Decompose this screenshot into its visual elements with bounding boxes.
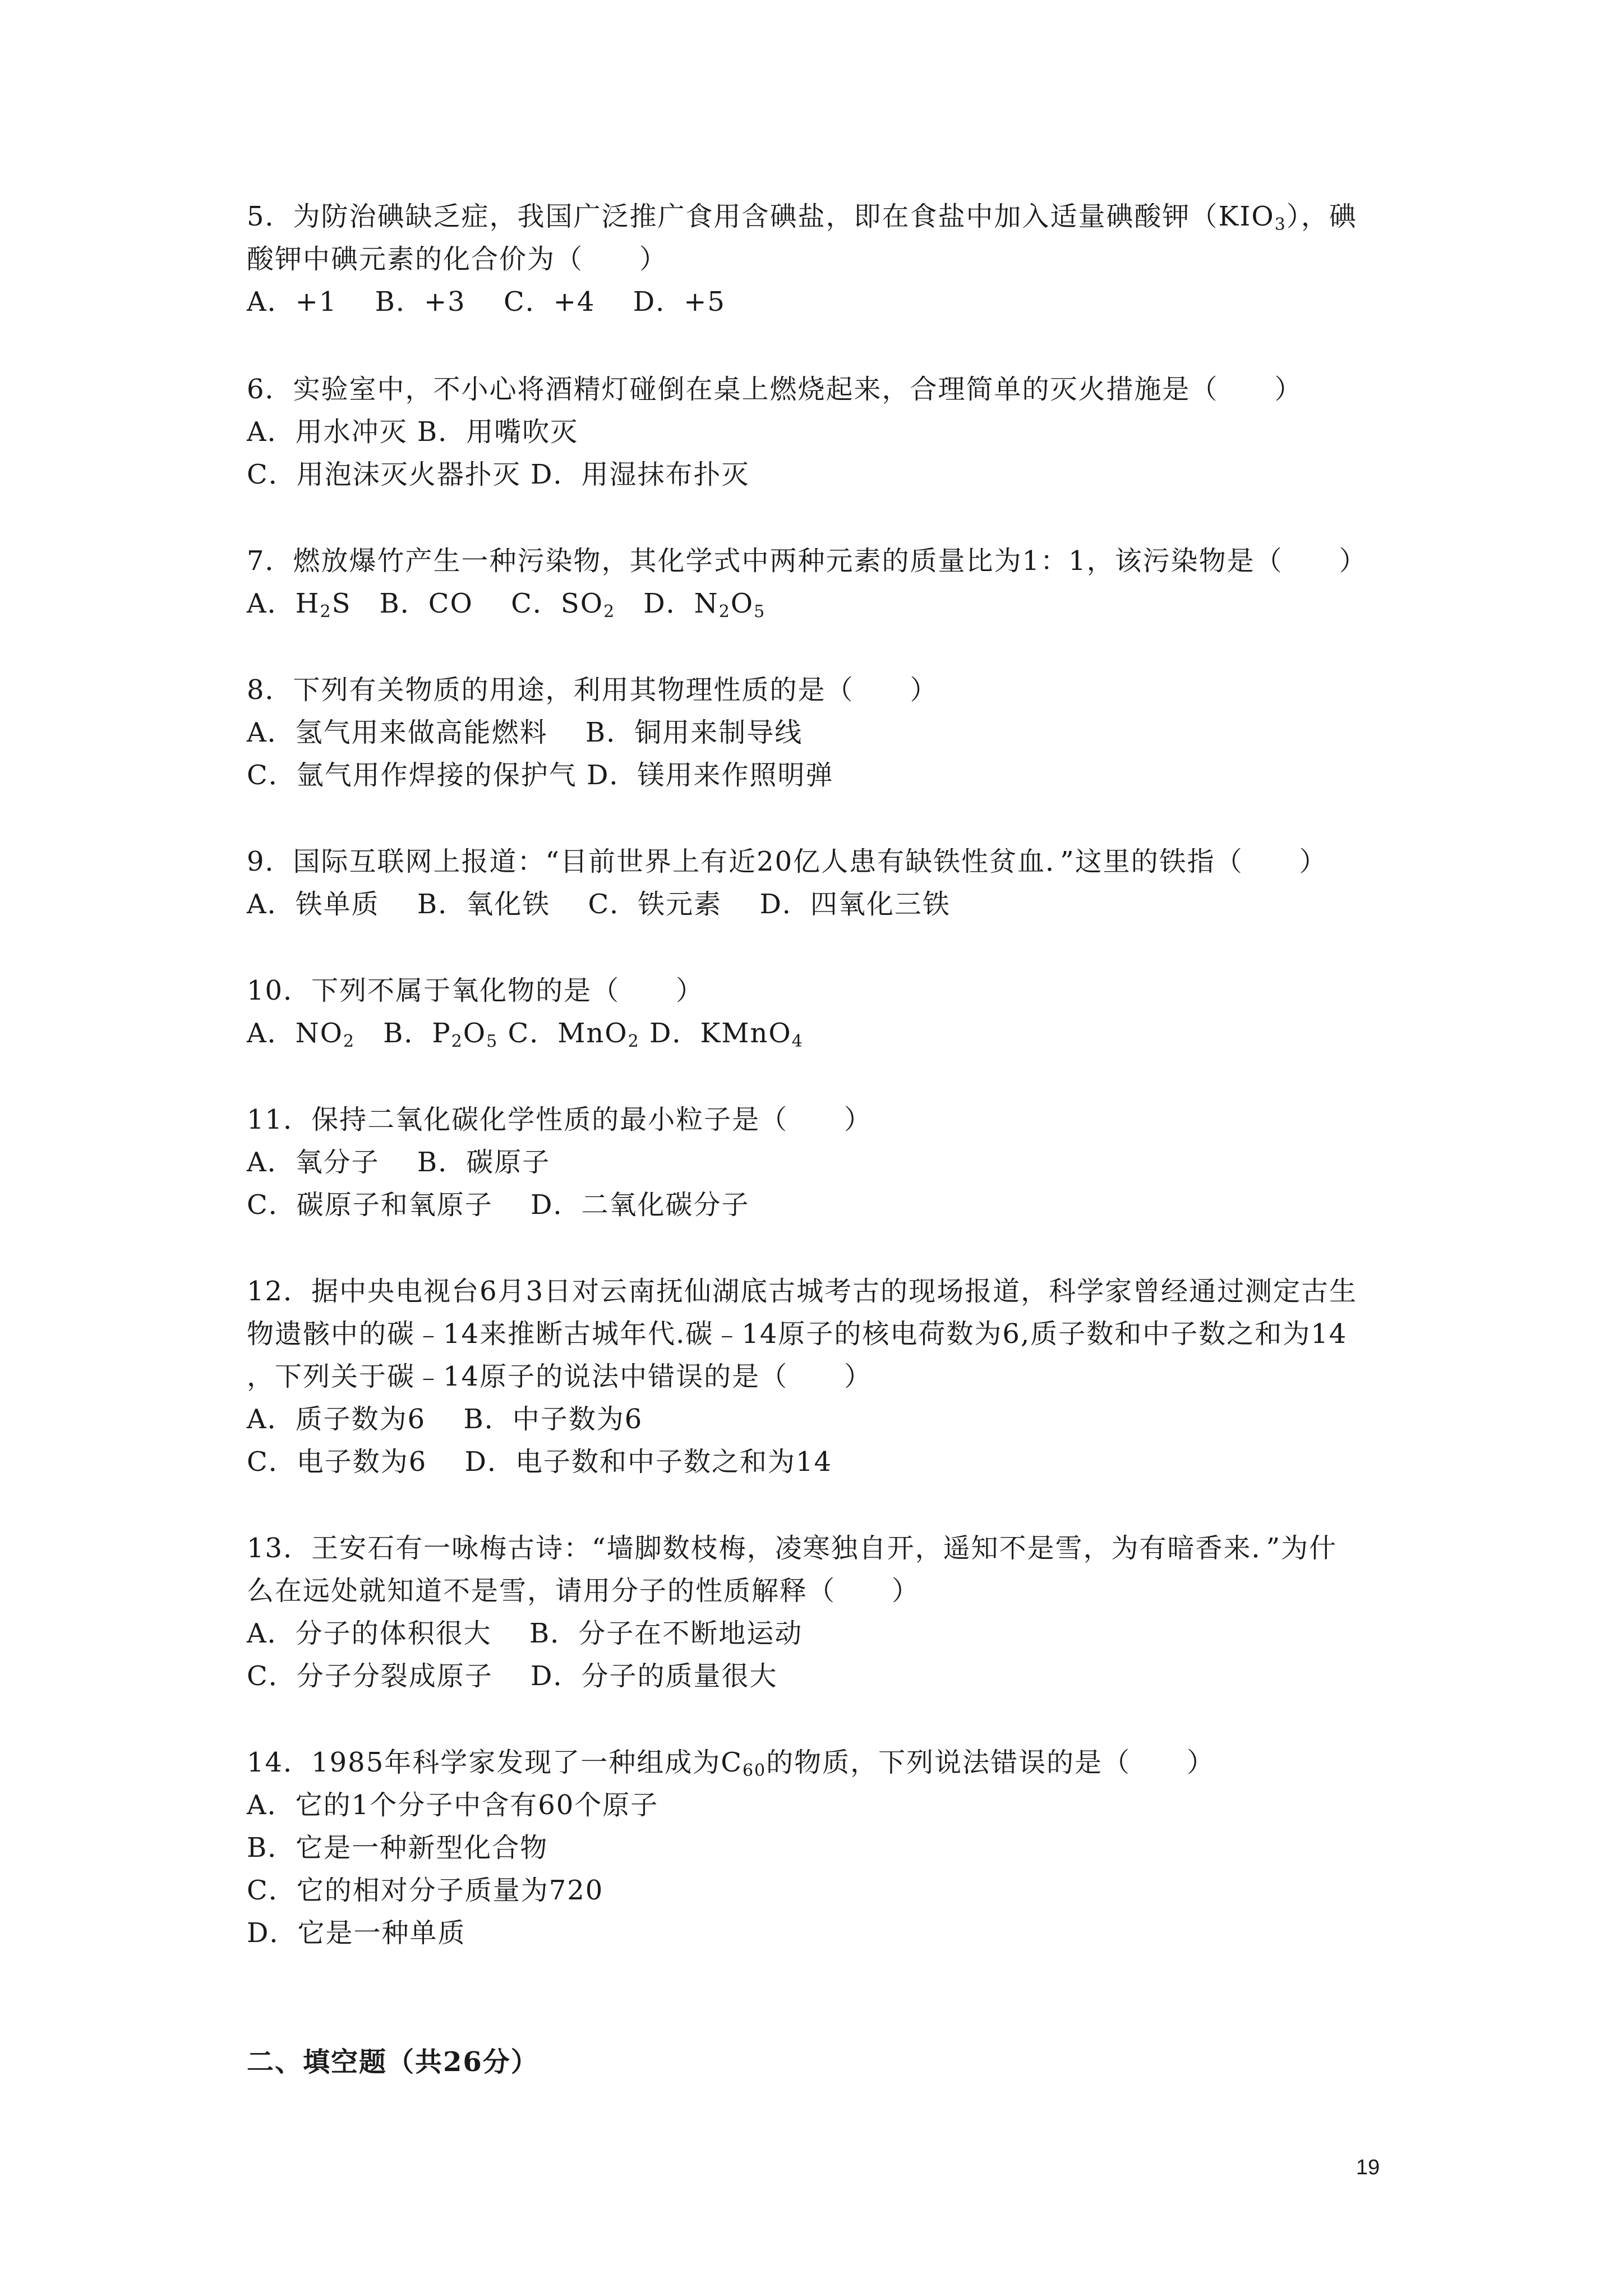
q11-options-line1: A．氧分子 B．碳原子 [247,1147,551,1178]
page-number: 19 [1356,2156,1380,2179]
q13-stem-line1: 13．王安石有一咏梅古诗：“墙脚数枝梅，凌寒独自开，遥知不是雪，为有暗香来．”为什 [247,1533,1338,1564]
q14-stem: 14．1985年科学家发现了一种组成为$C_{60}$的物质，下列说法错误的是（ ） [247,1747,1215,1780]
section-heading: 二、填空题（共26分） [247,2046,539,2078]
q8-stem: 8．下列有关物质的用途，利用其物理性质的是（ ） [247,674,938,706]
q12-options-line1: A．质子数为6 B．中子数为6 [247,1404,643,1435]
q13-stem-line2: 么在远处就知道不是雪，请用分子的性质解释（ ） [247,1575,920,1607]
q9-options: A．铁单质 B．氧化铁 C．铁元素 D．四氧化三铁 [247,889,951,920]
q5-stem-line2: 酸钾中碘元素的化合价为（ ） [247,243,668,275]
q5-stem-line1: 5．为防治碘缺乏症，我国广泛推广食用含碘盐，即在食盐中加入适量碘酸钾$(KIO_3)$，碘 [247,201,1357,234]
q5-options: A．+1 B．+3 C．+4 D．+5 [247,286,726,318]
q12-stem-line3: ，下列关于碳﹣14原子的说法中错误的是（ ） [247,1361,873,1392]
q7-stem: 7．燃放爆竹产生一种污染物，其化学式中两种元素的质量比为1：1，该污染物是（ ） [247,545,1367,577]
q14-option-b: B．它是一种新型化合物 [247,1832,548,1864]
q14-option-c: C．它的相对分子质量为720 [247,1875,604,1906]
q12-stem-line1: 12．据中央电视台6月3日对云南抚仙湖底古城考古的现场报道，科学家曾经通过测定古生 [247,1276,1358,1307]
q7-options: A．$H_2S$ B．CO C．$SO_2$ D．$N_2O_5$ [247,588,766,622]
q8-options-line1: A．氢气用来做高能燃料 B．铜用来制导线 [247,717,803,748]
q14-option-d: D．它是一种单质 [247,1917,466,1949]
q12-stem-line2: 物遗骸中的碳﹣14来推断古城年代.碳﹣14原子的核电荷数为6,质子数和中子数之和为14 [247,1318,1348,1350]
q14-option-a: A．它的1个分子中含有60个原子 [247,1789,659,1821]
q10-options: A．$NO_2$ B．$P_2O_5$ C．MnO$_2$ D．KMnO$_4$ [247,1018,804,1051]
q11-stem: 11．保持二氧化碳化学性质的最小粒子是（ ） [247,1104,873,1135]
q11-options-line2: C．碳原子和氧原子 D．二氧化碳分子 [247,1189,750,1221]
q12-options-line2: C．电子数为6 D．电子数和中子数之和为14 [247,1446,833,1478]
q6-options-line2: C．用泡沫灭火器扑灭 D．用湿抹布扑灭 [247,459,750,490]
q10-stem: 10．下列不属于氧化物的是（ ） [247,975,704,1006]
q13-options-line2: C．分子分裂成原子 D．分子的质量很大 [247,1660,778,1692]
q9-stem: 9．国际互联网上报道：“目前世界上有近20亿人患有缺铁性贫血．”这里的铁指（ ） [247,846,1327,877]
q8-options-line2: C．氩气用作焊接的保护气 D．镁用来作照明弹 [247,760,834,791]
q13-options-line1: A．分子的体积很大 B．分子在不断地运动 [247,1618,803,1649]
q6-options-line1: A．用水冲灭 B．用嘴吹灭 [247,416,579,448]
q6-stem: 6．实验室中，不小心将酒精灯碰倒在桌上燃烧起来，合理简单的灭火措施是（ ） [247,374,1303,405]
